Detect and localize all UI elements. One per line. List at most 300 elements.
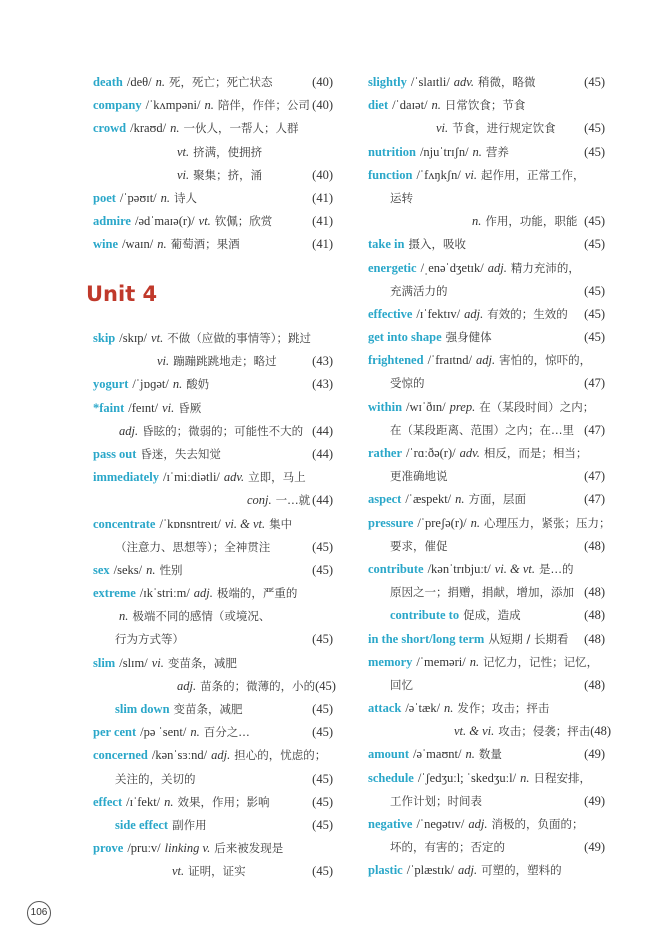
headword: concentrate xyxy=(93,516,156,531)
headword: in the short/long term xyxy=(368,631,485,646)
phonetic: /ˈkʌmpəni/ xyxy=(145,98,201,113)
page-ref: (49) xyxy=(584,793,605,808)
entry-line xyxy=(368,535,605,558)
entry-line xyxy=(93,327,333,350)
phonetic: /seks/ xyxy=(113,562,143,577)
definition: 攻击；侵袭；抨击 xyxy=(498,724,591,739)
definition: 昏眩的；微弱的；可能性不大的 xyxy=(142,423,304,438)
headword: extreme xyxy=(93,586,136,601)
headword: energetic xyxy=(368,260,417,275)
part-of-speech: n. xyxy=(172,377,183,392)
entry-line xyxy=(93,420,333,443)
headword: effective xyxy=(368,306,413,321)
entry-line xyxy=(93,187,333,210)
definition: 一…就 xyxy=(275,493,311,508)
entry-line xyxy=(93,164,333,187)
headword: slim down xyxy=(115,702,170,716)
phonetic: /əˈmaʊnt/ xyxy=(412,747,462,762)
phonetic: /ˈneɡətɪv/ xyxy=(416,817,465,831)
definition: 更准确地说 xyxy=(390,469,448,484)
part-of-speech: adj. xyxy=(487,260,507,275)
part-of-speech: n. xyxy=(170,121,180,136)
phonetic: /ˈfraɪtnd/ xyxy=(427,353,472,368)
definition: 不做（应做的事情等）；跳过 xyxy=(167,331,311,345)
entry-line xyxy=(93,117,333,140)
headword: amount xyxy=(368,747,409,762)
headword: company xyxy=(93,98,142,113)
part-of-speech: adj. xyxy=(193,586,213,601)
page-ref: (45) xyxy=(312,864,333,879)
definition: 心理压力，紧张；压力； xyxy=(484,515,611,530)
page-ref: (40) xyxy=(312,75,333,89)
definition: 运转 xyxy=(390,190,413,205)
part-of-speech: adj. xyxy=(211,748,231,763)
definition: 节食，进行规定饮食 xyxy=(452,121,556,136)
headword: death xyxy=(93,75,123,89)
part-of-speech: vi. xyxy=(151,655,164,670)
entry-line xyxy=(368,94,605,117)
entry-line xyxy=(93,860,333,883)
entry-line xyxy=(368,813,605,836)
definition: 死，死亡；死亡状态 xyxy=(168,75,273,89)
entry-line xyxy=(368,372,605,395)
entry-line xyxy=(368,280,605,303)
unit-heading: Unit 4 xyxy=(86,282,158,306)
phonetic: /ɪˈfekt/ xyxy=(126,794,161,809)
page-ref: (45) xyxy=(584,214,605,229)
headword: effect xyxy=(93,794,123,809)
headword: sex xyxy=(93,562,110,577)
definition: 起作用，正常工作， xyxy=(480,167,585,182)
part-of-speech: adv. xyxy=(223,470,245,485)
entry-line xyxy=(93,698,333,721)
entry-line xyxy=(93,210,333,233)
entry-line xyxy=(93,94,333,117)
part-of-speech: vt. xyxy=(198,214,211,229)
definition: 营养 xyxy=(485,144,509,159)
definition: 酸奶 xyxy=(186,377,210,392)
headword: aspect xyxy=(368,492,402,507)
definition: 蹦蹦跳跳地走；略过 xyxy=(173,354,277,369)
part-of-speech: n. xyxy=(164,794,174,809)
entry-line xyxy=(368,581,605,604)
definition: 促成，造成 xyxy=(463,608,521,623)
part-of-speech: adv. xyxy=(459,446,480,460)
headword: diet xyxy=(368,98,389,113)
part-of-speech: vi. & vt. xyxy=(224,516,266,531)
entry-line xyxy=(368,442,605,465)
headword: get into shape xyxy=(368,330,442,345)
phonetic: /ˈʃedʒuːl; ˈskedʒuːl/ xyxy=(417,770,517,785)
part-of-speech: n. xyxy=(204,98,214,113)
definition: 诗人 xyxy=(174,190,198,205)
definition: 副作用 xyxy=(172,817,207,832)
page-ref: (45) xyxy=(312,632,333,647)
definition: 集中 xyxy=(269,516,293,531)
entry-line xyxy=(368,71,605,94)
definition: 强身健体 xyxy=(445,330,492,345)
page-ref: (47) xyxy=(584,422,605,437)
entry-line xyxy=(368,859,605,882)
entry-line xyxy=(368,419,605,442)
definition: 工作计划；时间表 xyxy=(390,793,482,808)
headword: crowd xyxy=(93,121,127,136)
definition: 摄入，吸收 xyxy=(408,237,466,252)
page-ref: (45) xyxy=(584,237,605,252)
definition: 方面，层面 xyxy=(468,492,527,507)
phonetic: /ˈmeməri/ xyxy=(416,654,466,669)
page-ref: (48) xyxy=(590,724,612,739)
part-of-speech: adj. xyxy=(177,678,197,693)
entry-line xyxy=(93,536,333,559)
entry-line xyxy=(93,350,333,373)
part-of-speech: n. xyxy=(455,492,465,507)
part-of-speech: n. xyxy=(469,654,480,669)
page-ref: (40) xyxy=(312,98,333,113)
phonetic: /kənˈtrɪbjuːt/ xyxy=(427,561,491,576)
page-ref: (45) xyxy=(312,771,333,786)
page-ref: (44) xyxy=(312,446,333,461)
phonetic: /ˈkɒnsntreɪt/ xyxy=(159,516,221,531)
headword: side effect xyxy=(115,817,169,832)
page-ref: (48) xyxy=(584,631,605,646)
part-of-speech: n. xyxy=(472,144,482,159)
part-of-speech: n. xyxy=(472,214,482,229)
phonetic: /ˈdaɪət/ xyxy=(392,98,428,113)
headword: plastic xyxy=(368,863,403,878)
part-of-speech: vt. xyxy=(151,331,164,345)
phonetic: /ˌenəˈdʒetɪk/ xyxy=(420,260,484,275)
entry-line xyxy=(368,790,605,813)
definition: 立即，马上 xyxy=(248,470,306,485)
page-ref: (45) xyxy=(312,702,333,716)
definition: 回忆 xyxy=(390,677,413,692)
definition: 可塑的，塑料的 xyxy=(481,863,562,878)
definition: 充满活力的 xyxy=(390,283,448,298)
phonetic: /deθ/ xyxy=(126,75,152,89)
phonetic: /ˈfʌŋkʃn/ xyxy=(416,167,461,182)
part-of-speech: n. xyxy=(146,562,156,577)
entry-line xyxy=(368,210,605,233)
headword: slightly xyxy=(368,75,407,89)
entry-line xyxy=(368,674,605,697)
part-of-speech: n. xyxy=(465,747,475,762)
definition: 变苗条，减肥 xyxy=(167,655,237,670)
definition: 后来被发现是 xyxy=(214,841,284,856)
part-of-speech: n. xyxy=(431,98,441,113)
definition: 消极的，负面的； xyxy=(491,817,584,831)
headword: admire xyxy=(93,214,131,229)
entry-line xyxy=(93,628,333,651)
part-of-speech: vi. xyxy=(177,167,190,182)
phonetic: /ˈjɒɡət/ xyxy=(132,377,169,392)
definition: 担心的，忧虑的； xyxy=(234,748,327,763)
definition: 证明，证实 xyxy=(188,864,246,879)
entry-line xyxy=(368,488,605,511)
headword: schedule xyxy=(368,770,414,785)
entry-line xyxy=(368,233,605,256)
definition: 作用，功能，职能 xyxy=(485,214,578,229)
definition: 挤满，使拥挤 xyxy=(193,144,263,159)
headword: attack xyxy=(368,701,402,716)
part-of-speech: adj. xyxy=(119,423,139,438)
phonetic: /kraʊd/ xyxy=(130,121,167,136)
entry-line xyxy=(93,837,333,860)
headword: yogurt xyxy=(93,377,129,392)
entry-line xyxy=(368,651,605,674)
part-of-speech: n. xyxy=(157,237,167,252)
page-ref: (48) xyxy=(584,608,605,623)
definition: 昏厥 xyxy=(178,400,202,415)
page-ref: (41) xyxy=(312,190,333,205)
part-of-speech: adj. xyxy=(464,306,484,321)
entry-line xyxy=(93,814,333,837)
phonetic: /ɪˈfektɪv/ xyxy=(416,306,461,321)
phonetic: /ədˈmaɪə(r)/ xyxy=(134,214,195,229)
headword: contribute to xyxy=(390,608,460,623)
definition: 要求，催促 xyxy=(390,538,448,553)
headword: nutrition xyxy=(368,144,416,159)
part-of-speech: vt. xyxy=(177,144,190,159)
page-ref: (45) xyxy=(584,75,605,89)
page-ref: (40) xyxy=(312,167,333,182)
headword: skip xyxy=(93,331,116,345)
phonetic: /skɪp/ xyxy=(119,331,148,345)
page-ref: (44) xyxy=(312,423,333,438)
page-ref: (44) xyxy=(312,493,333,508)
entry-line xyxy=(93,71,333,94)
page-ref: (45) xyxy=(584,306,605,321)
entry-line xyxy=(93,744,333,767)
part-of-speech: n. xyxy=(470,515,481,530)
headword: immediately xyxy=(93,470,159,485)
definition: 苗条的；微薄的，小的 xyxy=(200,678,316,693)
part-of-speech: vt. xyxy=(172,864,185,879)
right-column xyxy=(368,71,612,883)
entry-line xyxy=(368,465,605,488)
entry-line xyxy=(368,303,605,326)
definition: 从短期 / 长期看 xyxy=(488,631,569,646)
definition: 行为方式等） xyxy=(115,632,184,647)
phonetic: /ˈpreʃə(r)/ xyxy=(417,515,467,530)
part-of-speech: n. xyxy=(520,770,530,785)
definition: 极端不同的感情（或境况、 xyxy=(132,609,271,624)
entry-line xyxy=(368,604,605,627)
page-ref: (45) xyxy=(312,562,333,577)
headword: pass out xyxy=(93,446,137,461)
entry-line xyxy=(368,326,605,349)
page-ref: (48) xyxy=(584,585,605,600)
entry-line xyxy=(93,373,333,396)
phonetic: /ɪkˈstriːm/ xyxy=(139,586,190,601)
definition: 效果，作用；影响 xyxy=(177,794,270,809)
entry-line xyxy=(93,513,333,536)
definition: 稍微，略微 xyxy=(478,75,536,89)
page-ref: (48) xyxy=(584,538,605,553)
page-ref: (45) xyxy=(312,794,333,809)
page-ref: (47) xyxy=(584,376,605,391)
part-of-speech: adj. xyxy=(468,817,488,831)
definition: 陪伴，作伴；公司 xyxy=(217,98,310,113)
headword: negative xyxy=(368,817,413,831)
definition: 发作；攻击；抨击 xyxy=(457,701,550,716)
definition: 性别 xyxy=(159,562,183,577)
definition: 记忆力，记性；记忆， xyxy=(483,654,599,669)
entry-line xyxy=(93,582,333,605)
left-column-unit4 xyxy=(93,327,336,884)
phonetic: /wɪˈðɪn/ xyxy=(406,399,446,414)
entry-line xyxy=(368,836,605,859)
definition: 数量 xyxy=(478,747,502,762)
entry-line xyxy=(93,466,333,489)
entry-line xyxy=(368,164,605,187)
headword: pressure xyxy=(368,515,414,530)
headword: slim xyxy=(93,655,116,670)
phonetic: /kənˈsɜːnd/ xyxy=(151,748,208,763)
headword: concerned xyxy=(93,748,148,763)
entry-line xyxy=(93,443,333,466)
phonetic: /pə ˈsent/ xyxy=(140,725,187,740)
entry-line xyxy=(93,605,333,628)
part-of-speech: adj. xyxy=(457,863,478,878)
headword: take in xyxy=(368,237,405,252)
headword: per cent xyxy=(93,725,137,740)
definition: 在（某段时间）之内； xyxy=(479,399,595,414)
part-of-speech: adj. xyxy=(476,353,496,368)
part-of-speech: vi. xyxy=(464,167,477,182)
part-of-speech: adv. xyxy=(453,75,475,89)
part-of-speech: prep. xyxy=(449,399,476,414)
page-ref: (45) xyxy=(584,283,605,298)
entry-line xyxy=(93,791,333,814)
definition: 百分之… xyxy=(203,725,250,740)
page-ref: (45) xyxy=(584,121,605,136)
page-ref: (45) xyxy=(312,725,333,740)
phonetic: /ˈrɑːðə(r)/ xyxy=(406,446,456,460)
entry-line xyxy=(368,628,605,651)
phonetic: /əˈtæk/ xyxy=(405,701,441,716)
part-of-speech: n. xyxy=(155,75,165,89)
definition: 日程安排， xyxy=(533,770,591,785)
page-ref: (47) xyxy=(584,492,605,507)
page-ref: (45) xyxy=(312,539,333,554)
entry-line xyxy=(368,558,605,581)
definition: 在（某段距离、范围）之内；在…里 xyxy=(390,422,574,437)
definition: 坏的，有害的；否定的 xyxy=(390,840,505,855)
left-column-top xyxy=(93,71,333,257)
part-of-speech: n. xyxy=(190,725,200,740)
part-of-speech: n. xyxy=(160,190,171,205)
definition: （注意力、思想等）；全神贯注 xyxy=(115,539,271,554)
phonetic: /slɪm/ xyxy=(119,655,148,670)
headword: *faint xyxy=(93,400,125,415)
entry-line xyxy=(368,349,605,372)
part-of-speech: n. xyxy=(444,701,454,716)
page-ref: (49) xyxy=(584,747,605,762)
entry-line xyxy=(93,675,336,698)
page-ref: (45) xyxy=(315,678,336,693)
definition: 是…的 xyxy=(539,561,574,576)
page-ref: (43) xyxy=(312,354,333,369)
page-ref: (41) xyxy=(312,237,333,252)
entry-line xyxy=(93,768,333,791)
part-of-speech: vi. & vt. xyxy=(494,561,536,576)
headword: function xyxy=(368,167,413,182)
definition: 关注的，关切的 xyxy=(115,771,196,786)
part-of-speech: n. xyxy=(119,609,129,624)
part-of-speech: vi. xyxy=(162,400,175,415)
phonetic: /ɪˈmiːdiətli/ xyxy=(162,470,220,485)
definition: 精力充沛的， xyxy=(510,260,580,275)
entry-line xyxy=(368,743,605,766)
entry-line xyxy=(368,767,605,790)
headword: rather xyxy=(368,446,403,460)
phonetic: /ˈæspekt/ xyxy=(405,492,452,507)
entry-line xyxy=(368,396,605,419)
part-of-speech: vt. & vi. xyxy=(454,724,495,739)
definition: 极端的，严重的 xyxy=(216,586,298,601)
entry-line xyxy=(93,141,333,164)
entry-line xyxy=(368,697,605,720)
definition: 日常饮食；节食 xyxy=(444,98,526,113)
definition: 害怕的，惊吓的， xyxy=(499,353,592,368)
phonetic: /ˈslaɪtli/ xyxy=(410,75,450,89)
entry-line xyxy=(368,117,605,140)
headword: poet xyxy=(93,190,116,205)
page-ref: (45) xyxy=(312,817,333,832)
definition: 昏迷，失去知觉 xyxy=(140,446,221,461)
definition: 钦佩；欣赏 xyxy=(214,214,273,229)
headword: wine xyxy=(93,237,118,252)
page-ref: (45) xyxy=(584,330,605,345)
definition: 变苗条，减肥 xyxy=(173,702,243,716)
phonetic: /ˈpəʊɪt/ xyxy=(119,190,157,205)
definition: 原因之一；捐赠，捐献，增加，添加 xyxy=(390,585,574,600)
page-ref: (47) xyxy=(584,469,605,484)
definition: 葡萄酒；果酒 xyxy=(170,237,240,252)
phonetic: /njuˈtrɪʃn/ xyxy=(419,144,469,159)
headword: within xyxy=(368,399,403,414)
entry-line xyxy=(368,141,605,164)
entry-line xyxy=(368,257,605,280)
phonetic: /ˈplæstɪk/ xyxy=(406,863,454,878)
definition: 相反，而是；相当； xyxy=(483,446,588,460)
page-ref: (48) xyxy=(584,677,605,692)
phonetic: /pruːv/ xyxy=(127,841,161,856)
headword: memory xyxy=(368,654,413,669)
entry-line xyxy=(93,233,333,256)
entry-line xyxy=(93,489,333,512)
page-ref: (45) xyxy=(584,144,605,159)
headword: frightened xyxy=(368,353,424,368)
entry-line xyxy=(368,187,605,210)
phonetic: /waɪn/ xyxy=(122,237,154,252)
part-of-speech: linking v. xyxy=(164,841,211,856)
entry-line xyxy=(93,652,333,675)
page-ref: (49) xyxy=(584,840,605,855)
headword: prove xyxy=(93,841,124,856)
part-of-speech: vi. xyxy=(436,121,449,136)
entry-line xyxy=(93,559,333,582)
definition: 有效的；生效的 xyxy=(487,306,568,321)
entry-line xyxy=(368,720,612,743)
page-ref: (41) xyxy=(312,214,333,229)
page-number: 106 xyxy=(27,901,51,925)
page-ref: (43) xyxy=(312,377,333,392)
definition: 聚集；挤，涌 xyxy=(193,167,263,182)
entry-line xyxy=(93,397,333,420)
entry-line xyxy=(368,512,611,535)
